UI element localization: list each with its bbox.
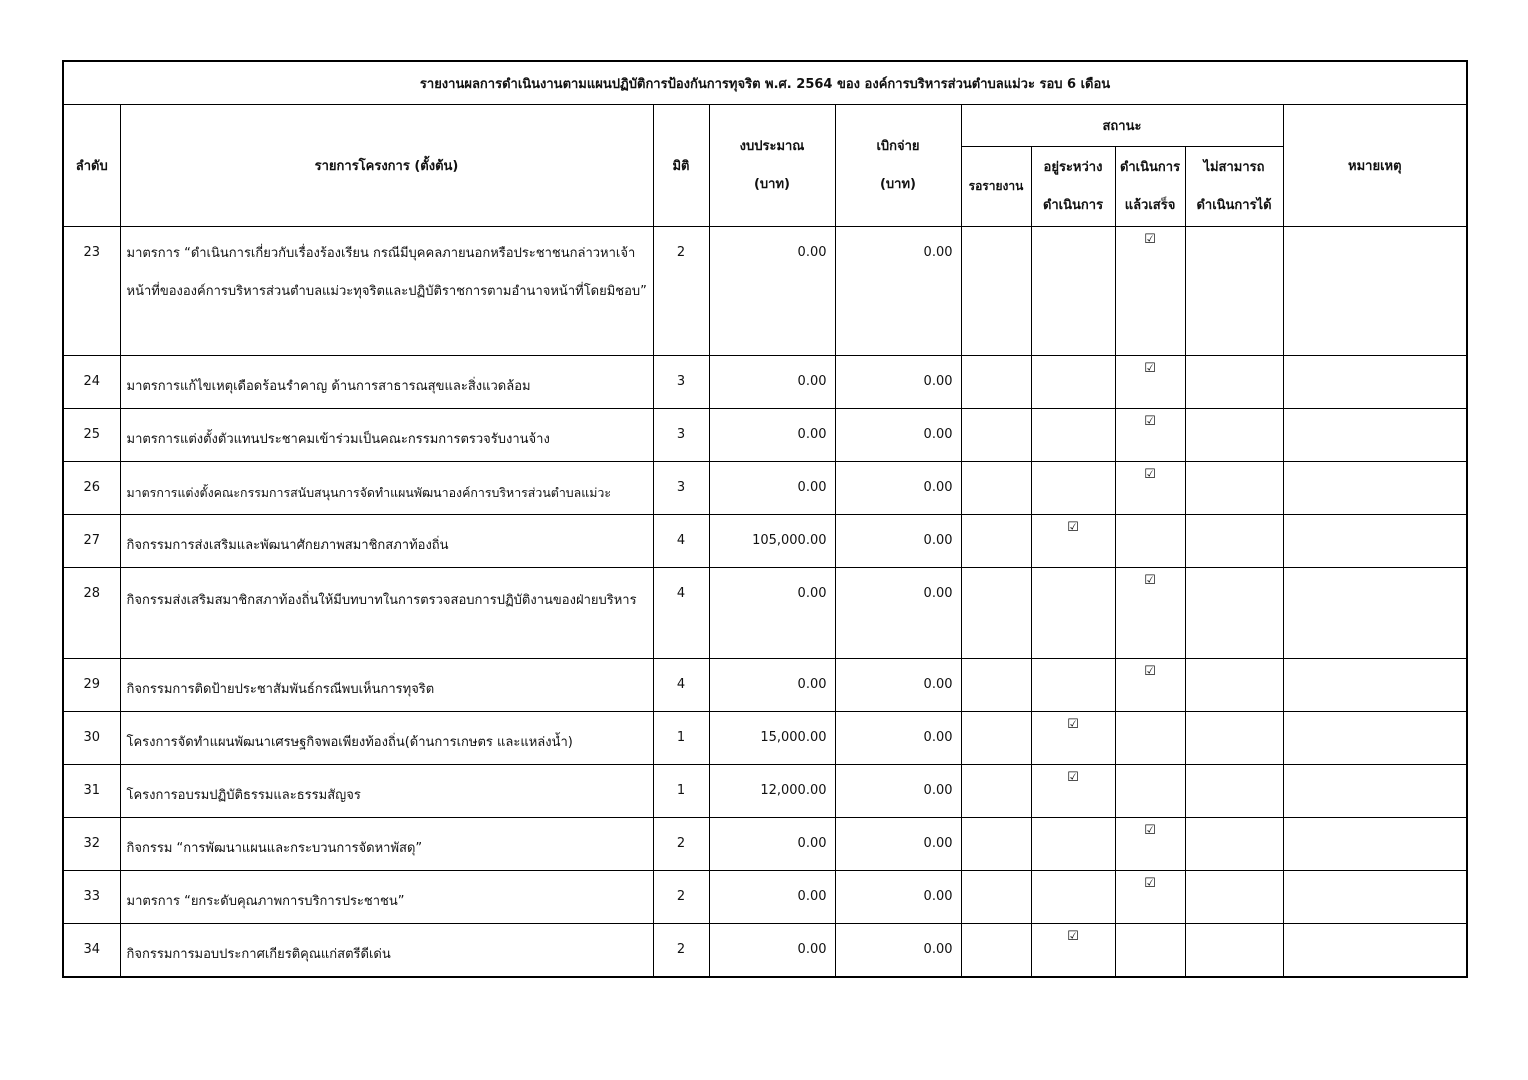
status-inprogress-cell [1031,765,1115,818]
header-status-unable-line2: ดำเนินการได้ [1196,197,1272,213]
status-unable-cell [1185,659,1283,712]
header-project: รายการโครงการ (ตั้งต้น) [120,105,653,227]
status-inprogress-cell [1031,409,1115,462]
row-remarks [1283,356,1467,409]
row-remarks [1283,515,1467,568]
row-name: กิจกรรมการมอบประกาศเกียรติคุณแก่สตรีดีเด่น [120,924,653,977]
header-budget-line2: (บาท) [753,176,790,192]
row-budget: 0.00 [709,356,835,409]
status-done-cell [1115,409,1185,462]
row-name: กิจกรรมการส่งเสริมและพัฒนาศักยภาพสมาชิกสภาท้องถิ่น [120,515,653,568]
checkbox-checked-icon: ☑ [1067,520,1079,535]
status-unable-cell [1185,462,1283,515]
checkbox-checked-icon: ☑ [1144,573,1156,588]
status-done-cell [1115,924,1185,977]
status-done-cell [1115,712,1185,765]
row-no: 26 [63,462,120,515]
report-table [62,60,1468,978]
row-dimension: 4 [653,659,709,712]
row-dimension: 3 [653,356,709,409]
row-remarks [1283,765,1467,818]
table-row [63,659,1467,712]
status-inprogress-cell [1031,462,1115,515]
status-unable-cell [1185,568,1283,659]
status-unable-cell [1185,227,1283,356]
row-budget: 0.00 [709,659,835,712]
row-name: กิจกรรมส่งเสริมสมาชิกสภาท้องถิ่นให้มีบทบาทในการตรวจสอบการปฏิบัติงานของฝ่ายบริหาร [120,568,653,659]
status-pending-cell [961,227,1031,356]
row-no: 34 [63,924,120,977]
status-pending-cell [961,818,1031,871]
row-remarks [1283,462,1467,515]
status-pending-cell [961,712,1031,765]
row-budget: 0.00 [709,818,835,871]
header-order: ลำดับ [63,105,120,227]
checkbox-checked-icon: ☑ [1144,876,1156,891]
status-done-cell [1115,227,1185,356]
row-spent: 0.00 [835,356,961,409]
row-dimension: 3 [653,409,709,462]
header-status-pending: รอรายงาน [961,147,1031,227]
status-pending-cell [961,409,1031,462]
row-no: 32 [63,818,120,871]
row-remarks [1283,924,1467,977]
status-unable-cell [1185,871,1283,924]
row-remarks [1283,818,1467,871]
row-dimension: 1 [653,712,709,765]
status-inprogress-cell [1031,924,1115,977]
status-done-cell [1115,515,1185,568]
status-unable-cell [1185,515,1283,568]
row-budget: 0.00 [709,568,835,659]
checkbox-checked-icon: ☑ [1067,770,1079,785]
table-row [63,871,1467,924]
header-remarks: หมายเหตุ [1283,105,1467,227]
checkbox-checked-icon: ☑ [1144,414,1156,429]
row-name: มาตรการแก้ไขเหตุเดือดร้อนรำคาญ ด้านการสาธารณสุขและสิ่งแวดล้อม [120,356,653,409]
row-budget: 0.00 [709,871,835,924]
status-inprogress-cell [1031,568,1115,659]
header-status-unable-line1: ไม่สามารถ [1203,159,1265,175]
report-title: รายงานผลการดำเนินงานตามแผนปฏิบัติการป้องกันการทุจริต พ.ศ. 2564 ของ องค์การบริหารส่วนตำบลแม่วะ รอบ 6 เดือน [63,61,1467,105]
header-status-done [1115,147,1185,227]
status-inprogress-cell [1031,871,1115,924]
status-unable-cell [1185,409,1283,462]
status-pending-cell [961,871,1031,924]
row-no: 24 [63,356,120,409]
row-no: 29 [63,659,120,712]
status-done-cell [1115,356,1185,409]
row-remarks [1283,712,1467,765]
status-unable-cell [1185,765,1283,818]
row-remarks [1283,871,1467,924]
row-dimension: 3 [653,462,709,515]
row-no: 31 [63,765,120,818]
status-unable-cell [1185,712,1283,765]
status-inprogress-cell [1031,712,1115,765]
table-row [63,568,1467,659]
row-dimension: 2 [653,924,709,977]
status-done-cell [1115,659,1185,712]
status-pending-cell [961,462,1031,515]
header-spent-line2: (บาท) [879,176,916,192]
table-row [63,765,1467,818]
status-unable-cell [1185,818,1283,871]
status-pending-cell [961,568,1031,659]
row-spent: 0.00 [835,515,961,568]
row-no: 27 [63,515,120,568]
row-no: 28 [63,568,120,659]
row-budget: 0.00 [709,409,835,462]
status-inprogress-cell [1031,659,1115,712]
checkbox-checked-icon: ☑ [1144,361,1156,376]
table-row [63,356,1467,409]
status-unable-cell [1185,356,1283,409]
header-status: สถานะ [961,105,1283,147]
row-remarks [1283,568,1467,659]
header-budget [709,105,835,227]
row-budget: 15,000.00 [709,712,835,765]
status-inprogress-cell [1031,818,1115,871]
header-dimension: มิติ [653,105,709,227]
row-spent: 0.00 [835,871,961,924]
row-spent: 0.00 [835,765,961,818]
checkbox-checked-icon: ☑ [1067,929,1079,944]
header-status-done-line1: ดำเนินการ [1119,159,1181,175]
row-spent: 0.00 [835,712,961,765]
row-remarks [1283,659,1467,712]
table-row [63,227,1467,356]
table-row [63,712,1467,765]
row-dimension: 2 [653,818,709,871]
checkbox-checked-icon: ☑ [1144,664,1156,679]
status-done-cell [1115,462,1185,515]
status-unable-cell [1185,924,1283,977]
row-no: 33 [63,871,120,924]
table-row [63,924,1467,977]
row-name: มาตรการแต่งตั้งคณะกรรมการสนับสนุนการจัดทำแผนพัฒนาองค์การบริหารส่วนตำบลแม่วะ [120,462,653,515]
status-pending-cell [961,659,1031,712]
row-name: มาตรการ “ดำเนินการเกี่ยวกับเรื่องร้องเรียน กรณีมีบุคคลภายนอกหรือประชาชนกล่าวหาเจ้าหน้าที่ขององค์การบริหารส่วนตำบลแม่วะทุจริตและปฏิบัติราชการตามอำนาจหน้าที่โดยมิชอบ” [120,227,653,356]
header-status-done-line2: แล้วเสร็จ [1124,197,1176,213]
status-inprogress-cell [1031,356,1115,409]
row-budget: 12,000.00 [709,765,835,818]
row-budget: 0.00 [709,924,835,977]
row-budget: 0.00 [709,462,835,515]
row-name: มาตรการแต่งตั้งตัวแทนประชาคมเข้าร่วมเป็นคณะกรรมการตรวจรับงานจ้าง [120,409,653,462]
status-pending-cell [961,765,1031,818]
status-inprogress-cell [1031,515,1115,568]
row-spent: 0.00 [835,924,961,977]
status-pending-cell [961,356,1031,409]
row-remarks [1283,227,1467,356]
row-remarks [1283,409,1467,462]
row-spent: 0.00 [835,659,961,712]
row-no: 30 [63,712,120,765]
header-status-unable [1185,147,1283,227]
row-spent: 0.00 [835,818,961,871]
row-spent: 0.00 [835,462,961,515]
row-name: กิจกรรม “การพัฒนาแผนและกระบวนการจัดหาพัสดุ” [120,818,653,871]
header-spent-line1: เบิกจ่าย [876,138,920,154]
row-name: มาตรการ “ยกระดับคุณภาพการบริการประชาชน” [120,871,653,924]
status-done-cell [1115,765,1185,818]
row-name: โครงการจัดทำแผนพัฒนาเศรษฐกิจพอเพียงท้องถิ่น(ด้านการเกษตร และแหล่งน้ำ) [120,712,653,765]
header-status-inprogress [1031,147,1115,227]
status-done-cell [1115,871,1185,924]
checkbox-checked-icon: ☑ [1144,823,1156,838]
header-status-inprogress-line1: อยู่ระหว่าง [1043,159,1103,175]
table-row [63,462,1467,515]
row-name: โครงการอบรมปฏิบัติธรรมและธรรมสัญจร [120,765,653,818]
status-done-cell [1115,818,1185,871]
row-budget: 105,000.00 [709,515,835,568]
checkbox-checked-icon: ☑ [1067,717,1079,732]
header-status-inprogress-line2: ดำเนินการ [1042,197,1104,213]
table-row [63,409,1467,462]
row-no: 23 [63,227,120,356]
row-dimension: 1 [653,765,709,818]
row-name: กิจกรรมการติดป้ายประชาสัมพันธ์กรณีพบเห็นการทุจริต [120,659,653,712]
row-spent: 0.00 [835,227,961,356]
row-budget: 0.00 [709,227,835,356]
row-spent: 0.00 [835,568,961,659]
table-row [63,515,1467,568]
header-budget-line1: งบประมาณ [739,138,805,154]
checkbox-checked-icon: ☑ [1144,467,1156,482]
checkbox-checked-icon: ☑ [1144,232,1156,247]
status-done-cell [1115,568,1185,659]
table-row [63,818,1467,871]
row-spent: 0.00 [835,409,961,462]
status-inprogress-cell [1031,227,1115,356]
row-dimension: 2 [653,871,709,924]
row-dimension: 2 [653,227,709,356]
status-pending-cell [961,924,1031,977]
row-dimension: 4 [653,568,709,659]
status-pending-cell [961,515,1031,568]
row-dimension: 4 [653,515,709,568]
header-spent [835,105,961,227]
row-no: 25 [63,409,120,462]
